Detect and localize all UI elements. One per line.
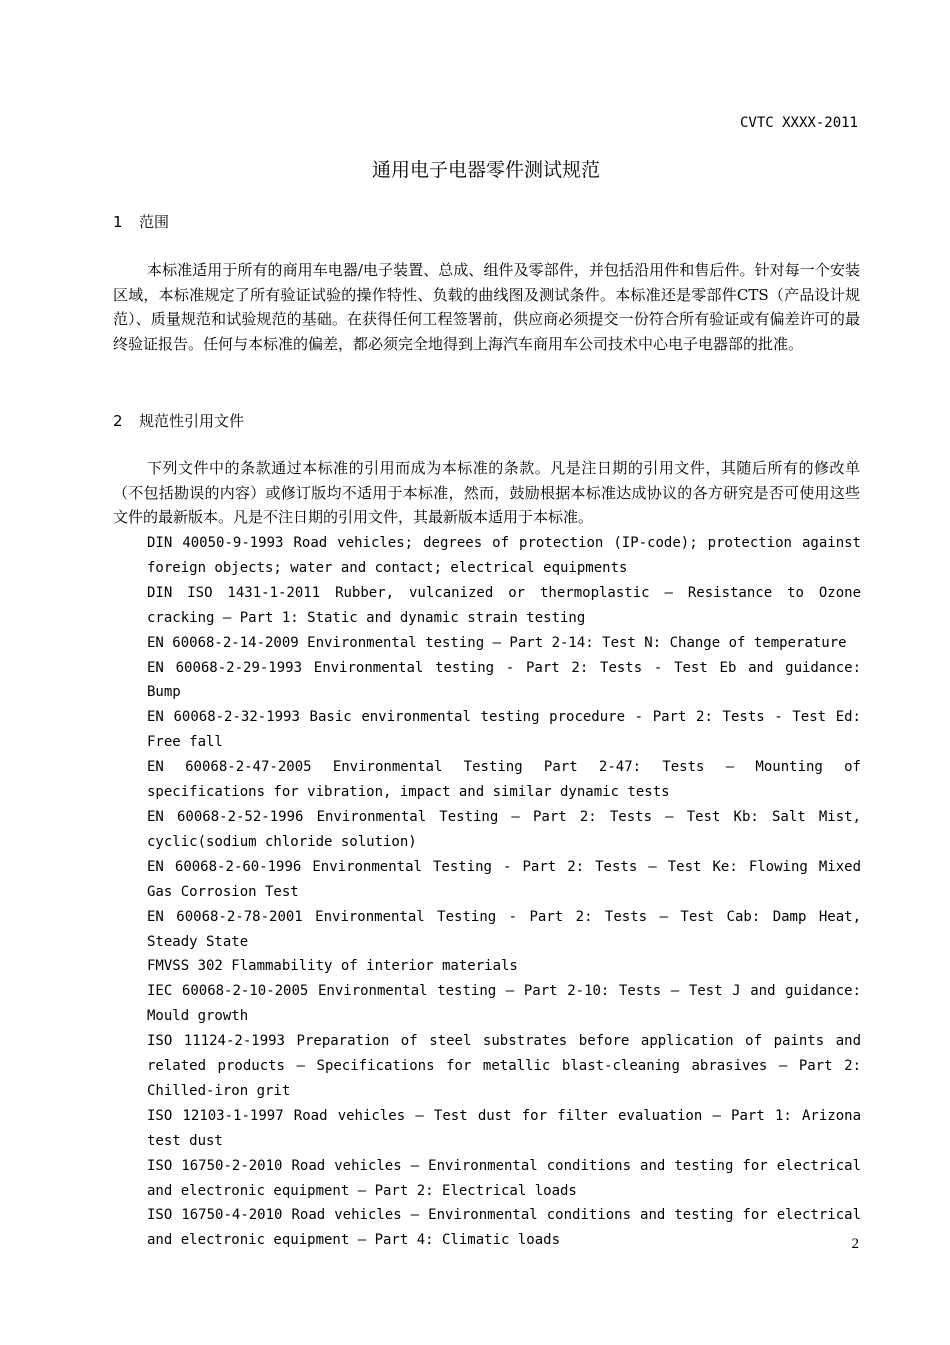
reference-item: ISO 16750-2-2010 Road vehicles – Environmental conditions and testing for electrical and electronic equipment – Part 2: Electrical loads	[147, 1157, 861, 1199]
section-heading-normative-references	[113, 410, 244, 431]
reference-item: EN 60068-2-29-1993 Environmental testing - Part 2: Tests - Test Eb and guidance: Bump	[147, 659, 861, 701]
reference-item: DIN 40050-9-1993 Road vehicles; degrees of protection (IP-code); protection against foreign objects; water and contact; electrical equipments	[147, 535, 861, 576]
reference-item: ISO 11124-2-1993 Preparation of steel substrates before application of paints and related products – Specifications for metallic blast-cleaning abrasives – Part 2: Chilled-iron grit	[147, 1033, 861, 1099]
section-heading-scope	[113, 211, 169, 232]
document-code: CVTC XXXX-2011	[739, 115, 858, 131]
reference-item: DIN ISO 1431-1-2011 Rubber, vulcanized or thermoplastic – Resistance to Ozone cracking – Part 1: Static and dynamic strain testing	[147, 584, 861, 626]
section-number: 1	[113, 213, 123, 231]
reference-item: ISO 12103-1-1997 Road vehicles – Test dust for filter evaluation – Part 1: Arizona test dust	[147, 1107, 861, 1149]
reference-item: EN 60068-2-78-2001 Environmental Testing - Part 2: Tests – Test Cab: Damp Heat, Steady State	[147, 908, 861, 950]
reference-item: EN 60068-2-52-1996 Environmental Testing – Part 2: Tests – Test Kb: Salt Mist, cyclic(sodium chloride solution)	[147, 808, 861, 850]
section-title: 规范性引用文件	[139, 412, 245, 430]
document-title: 通用电子电器零件测试规范	[371, 159, 600, 181]
reference-item: EN 60068-2-47-2005 Environmental Testing Part 2-47: Tests – Mounting of specifications for vibration, impact and similar dynamic tests	[147, 759, 861, 801]
reference-item: FMVSS 302 Flammability of interior materials	[147, 958, 518, 975]
section-title: 范围	[139, 213, 170, 231]
reference-list	[147, 531, 861, 1253]
reference-item: EN 60068-2-14-2009 Environmental testing – Part 2-14: Test N: Change of temperature	[147, 634, 847, 651]
reference-item: IEC 60068-2-10-2005 Environmental testing – Part 2-10: Tests – Test J and guidance: Mould growth	[147, 983, 861, 1025]
reference-item: ISO 16750-4-2010 Road vehicles – Environmental conditions and testing for electrical and electronic equipment – Part 4: Climatic loads	[147, 1207, 861, 1249]
reference-item: EN 60068-2-32-1993 Basic environmental testing procedure - Part 2: Tests - Test Ed: Free fall	[147, 709, 861, 751]
section-number: 2	[113, 412, 123, 430]
scope-paragraph: 本标准适用于所有的商用车电器/电子装置、总成、组件及零部件，并包括沿用件和售后件。针对每一个安装区域，本标准规定了所有验证试验的操作特性、负载的曲线图及测试条件。本标准还是零部件CTS（产品设计规范）、质量规范和试验规范的基础。在获得任何工程签署前，供应商必须提交一份符合所有验证或有偏差许可的最终验证报告。任何与本标准的偏差，都必须完全地得到上海汽车商用车公司技术中心电子电器部的批准。	[113, 261, 860, 353]
references-intro-paragraph: 下列文件中的条款通过本标准的引用而成为本标准的条款。凡是注日期的引用文件，其随后所有的修改单（不包括勘误的内容）或修订版均不适用于本标准，然而，鼓励根据本标准达成协议的各方研究是否可使用这些文件的最新版本。凡是不注日期的引用文件，其最新版本适用于本标准。	[113, 459, 860, 527]
page-number: 2	[851, 1236, 859, 1252]
reference-item: EN 60068-2-60-1996 Environmental Testing - Part 2: Tests – Test Ke: Flowing Mixed Gas Corrosion Test	[147, 858, 861, 900]
